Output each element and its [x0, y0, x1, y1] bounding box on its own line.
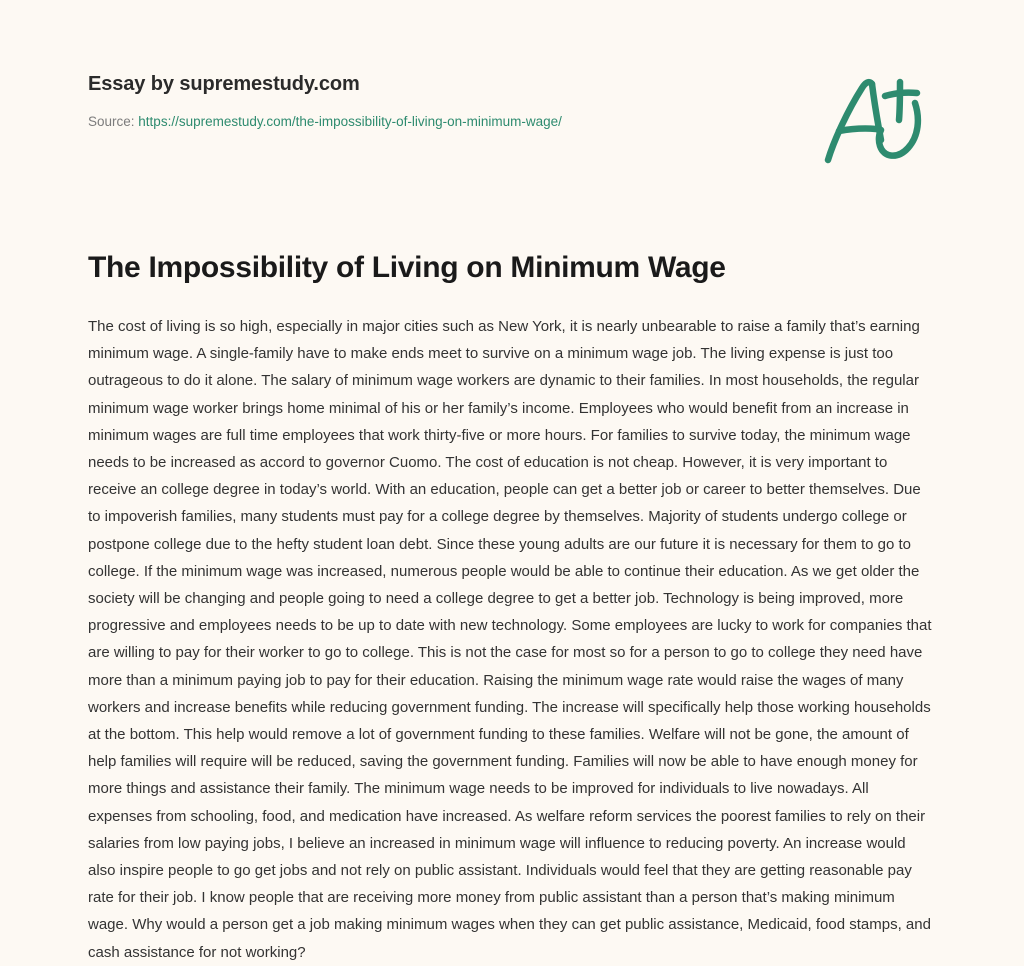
- site-byline: Essay by supremestudy.com: [88, 73, 360, 95]
- page-title: The Impossibility of Living on Minimum Wage: [88, 251, 726, 284]
- page-header: [88, 72, 808, 131]
- source-line: [88, 113, 808, 131]
- source-url-link[interactable]: https://supremestudy.com/the-impossibility-of-living-on-minimum-wage/: [138, 114, 562, 129]
- article-body-text: The cost of living is so high, especially in major cities such as New York, it is nearly unbearable to raise a family that’s earning minimum wage. A single-family have to make ends meet to survive on a minimum wage job. The living expense is just too outrageous to do it alone. The salary of minimum wage workers are dynamic to their families. In most households, the regular minimum wage worker brings home minimal of his or her family’s income. Employees who would benefit from an increase in minimum wages are full time employees that work thirty-five or more hours. For families to survive today, the minimum wage needs to be increased as accord to governor Cuomo. The cost of education is not cheap. However, it is very important to receive an college degree in today’s world. With an education, people can get a better job or career to better themselves. Due to impoverish families, many students must pay for a college degree by themselves. Majority of students undergo college or postpone college due to the hefty student loan debt. Since these young adults are our future it is necessary for them to go to college. If the minimum wage was increased, numerous people would be able to continue their education. As we get older the society will be changing and people going to need a college degree to get a better job. Technology is being improved, more progressive and employees needs to be up to date with new technology. Some employees are lucky to work for companies that are willing to pay for their worker to go to college. This is not the case for most so for a person to go to college they need have more than a minimum paying job to pay for their education. Raising the minimum wage rate would raise the wages of many workers and increase benefits while reducing government funding. The increase will specifically help those working households at the bottom. This help would remove a lot of government funding to these families. Welfare will not be gone, the amount of help families will require will be reduced, saving the government funding. Families will now be able to have enough money for more things and assistance their family. The minimum wage needs to be improved for individuals to live nowadays. All expenses from schooling, food, and medication have increased. As welfare reform services the poorest families to rely on their salaries from low paying jobs, I believe an increased in minimum wage will influence to reducing poverty. An increase would also inspire people to go get jobs and not rely on public assistant. Individuals would feel that they are getting reasonable pay rate for their job. I know people that are receiving more money from public assistant than a person that’s making minimum wage. Why would a person get a job making minimum wages when they can get public assistance, Medicaid, food stamps, and cash assistance for not working?: [88, 318, 932, 961]
- source-label: Source:: [88, 114, 135, 129]
- a-plus-logo-icon: [818, 74, 930, 166]
